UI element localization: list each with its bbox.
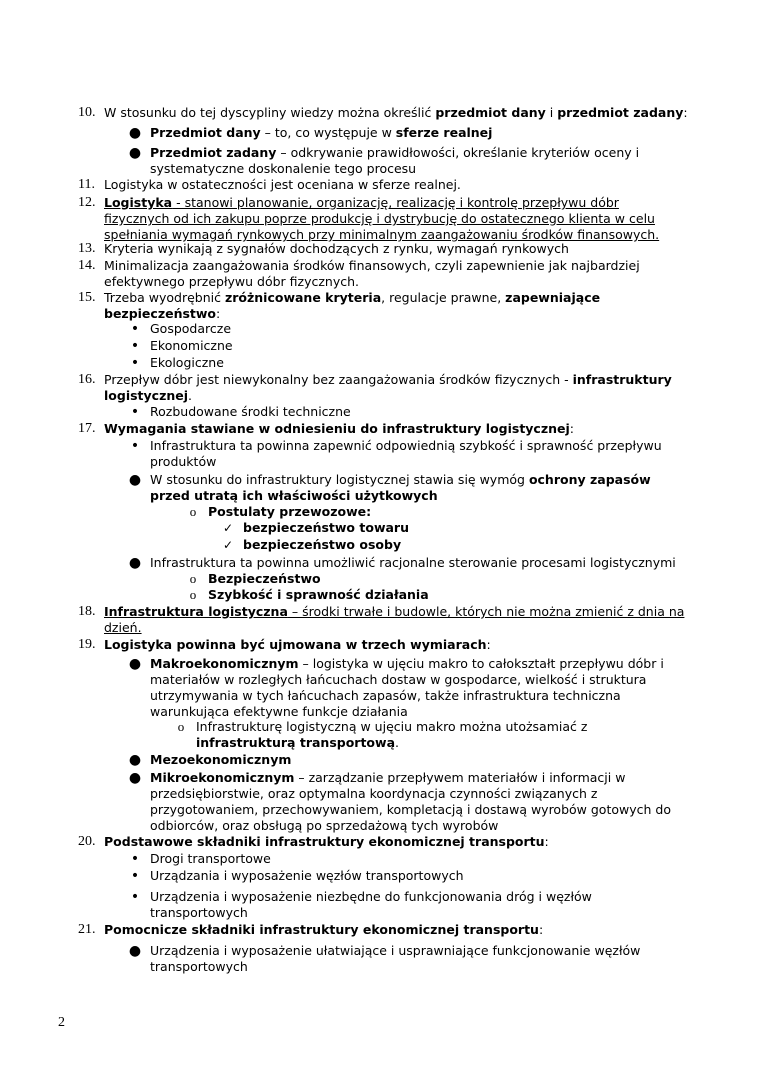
bullet-item: • Rozbudowane środki techniczne: [150, 404, 650, 420]
bullet-item: • Urządzania i wyposażenie węzłów transportowych: [150, 868, 650, 884]
item-text: Wymagania stawiane w odniesieniu do infrastruktury logistycznej:: [104, 421, 575, 436]
bullet-icon: ●: [128, 752, 142, 768]
bullet-icon: ●: [128, 555, 142, 571]
bullet-icon: ●: [128, 472, 142, 488]
item-number: 14.: [78, 258, 96, 273]
circle-bullet-icon: o: [177, 719, 185, 734]
bullet-item: ● Mikroekonomicznym – zarządzanie przepływem materiałów i informacji w przedsiębiorstwie, oraz optymalna koordynacja czynności związanych z przygotowaniem, przechowywaniem, kompletacją i dostawą wyrobów gotowych do odbiorców, oraz obsługą po sprzedażową tych wyrobów: [128, 770, 671, 833]
bullet-item: ● Makroekonomicznym – logistyka w ujęciu makro to całokształt przepływu dóbr i materiałów w rozległych łańcuchach dostaw w gospodarce, wielkość i struktura utrzymywania w tych łańcuchach zapasów, także infrastruktura techniczna warunkująca efektywne funkcje działania: [128, 656, 664, 719]
bullet-item: ● Mezoekonomicznym: [128, 752, 292, 768]
bullet-icon: ●: [128, 656, 142, 672]
bullet-icon: •: [130, 321, 140, 337]
item-text: Podstawowe składniki infrastruktury ekonomicznej transportu:: [104, 834, 549, 849]
item-number: 20.: [78, 834, 96, 849]
circle-bullet-icon: o: [189, 504, 197, 519]
item-text: Przepływ dóbr jest niewykonalny bez zaangażowania środków fizycznych - infrastruktury logistycznej.: [104, 372, 672, 403]
bullet-item: ● Przedmiot dany – to, co występuje w sferze realnej: [128, 125, 493, 141]
item-number: 12.: [78, 195, 96, 210]
item-text: Logistyka powinna być ujmowana w trzech wymiarach:: [104, 637, 491, 652]
sub-item: o Szybkość i sprawność działania: [208, 587, 608, 603]
item-text: Infrastruktura logistyczna – środki trwałe i budowle, których nie można zmienić z dnia na dzień.: [104, 604, 685, 635]
bullet-item: • Drogi transportowe: [150, 851, 650, 867]
checkmark-icon: ✓: [222, 538, 234, 552]
bullet-item: • Gospodarcze: [150, 321, 650, 337]
item-number: 10.: [78, 105, 96, 120]
bullet-icon: •: [130, 338, 140, 354]
circle-bullet-icon: o: [189, 587, 197, 602]
bullet-icon: ●: [128, 145, 142, 161]
item-number: 21.: [78, 922, 96, 937]
sub-item: o Infrastrukturę logistyczną w ujęciu makro można utożsamiać z infrastrukturą transportową.: [196, 719, 636, 751]
checkmark-icon: ✓: [222, 521, 234, 535]
item-number: 11.: [78, 177, 95, 192]
item-number: 16.: [78, 372, 96, 387]
bullet-item: ● Urządzenia i wyposażenie ułatwiające i usprawniające funkcjonowanie węzłów transportowych: [128, 943, 641, 974]
item-text: Pomocnicze składniki infrastruktury ekonomicznej transportu:: [104, 922, 544, 937]
page-number: 2: [58, 1015, 65, 1030]
item-number: 13.: [78, 241, 96, 256]
bullet-icon: •: [130, 355, 140, 371]
bullet-item: ● Infrastruktura ta powinna umożliwić racjonalne sterowanie procesami logistycznymi: [128, 555, 676, 571]
bullet-item: • Infrastruktura ta powinna zapewnić odpowiednią szybkość i sprawność przepływu produktów: [150, 438, 690, 470]
item-text: Kryteria wynikają z sygnałów dochodzących z rynku, wymagań rynkowych: [104, 241, 569, 256]
bullet-icon: •: [130, 851, 140, 867]
circle-bullet-icon: o: [189, 571, 197, 586]
bullet-item: ● Przedmiot zadany – odkrywanie prawidłowości, określanie kryteriów oceny i systematyczne doskonalenie tego procesu: [128, 145, 640, 176]
bullet-item: • Ekologiczne: [150, 355, 650, 371]
bullet-item: • Ekonomiczne: [150, 338, 650, 354]
bullet-icon: •: [130, 868, 140, 884]
bullet-icon: ●: [128, 125, 142, 141]
item-text: Logistyka - stanowi planowanie, organizację, realizację i kontrolę przepływu dóbr fizycznych od ich zakupu poprze produkcję i dystrybucję do ostatecznego klienta w celu spełniania wymagań rynkowych przy minimalnym zaangażowaniu środków finansowych.: [104, 195, 660, 242]
item-number: 18.: [78, 604, 96, 619]
item-text: W stosunku do tej dyscypliny wiedzy można określić przedmiot dany i przedmiot zadany:: [104, 105, 688, 120]
item-number: 17.: [78, 421, 96, 436]
sub-item: o Postulaty przewozowe:: [208, 504, 608, 520]
bullet-icon: •: [130, 438, 140, 454]
item-text: Trzeba wyodrębnić zróżnicowane kryteria, regulacje prawne, zapewniające bezpieczeństwo:: [104, 290, 601, 321]
check-item: ✓ bezpieczeństwo towaru: [222, 520, 409, 535]
check-item: ✓ bezpieczeństwo osoby: [222, 537, 402, 552]
item-text: Minimalizacja zaangażowania środków finansowych, czyli zapewnienie jak najbardziej efektywnego przepływu dóbr fizycznych.: [104, 258, 640, 289]
item-text: Logistyka w ostateczności jest oceniana w sferze realnej.: [104, 177, 461, 192]
bullet-icon: •: [130, 404, 140, 420]
bullet-item: • Urządzenia i wyposażenie niezbędne do funkcjonowania dróg i węzłów transportowych: [150, 889, 620, 921]
bullet-item: ● W stosunku do infrastruktury logistycznej stawia się wymóg ochrony zapasów przed utratą ich właściwości użytkowych: [128, 472, 651, 503]
bullet-icon: •: [130, 889, 140, 905]
item-number: 19.: [78, 637, 96, 652]
sub-item: o Bezpieczeństwo: [208, 571, 608, 587]
item-number: 15.: [78, 290, 96, 305]
bullet-icon: ●: [128, 770, 142, 786]
bullet-icon: ●: [128, 943, 142, 959]
